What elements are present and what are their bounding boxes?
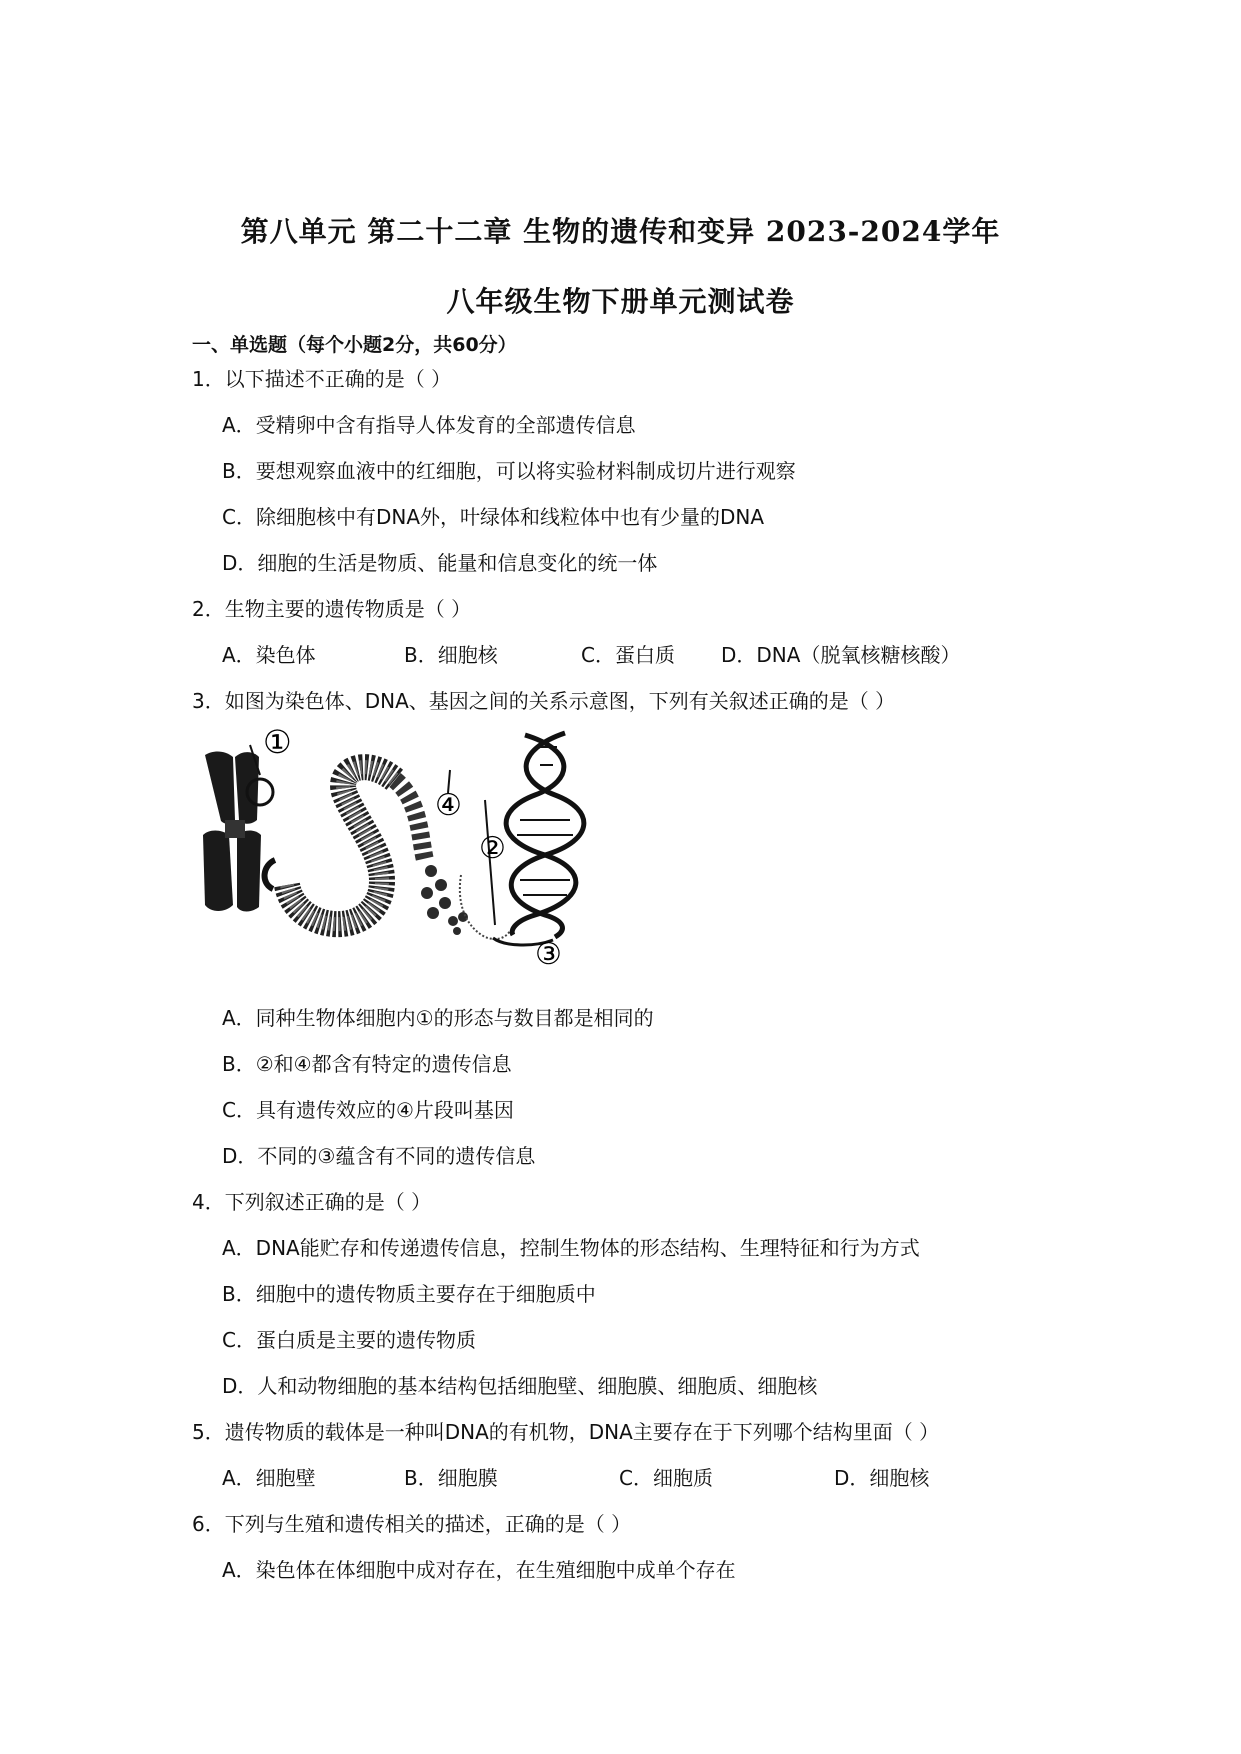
question-1-option-b: B．要想观察血液中的红细胞，可以将实验材料制成切片进行观察	[222, 459, 796, 483]
question-1-option-d: D．细胞的生活是物质、能量和信息变化的统一体	[222, 551, 658, 575]
figure-label-4: ④	[435, 788, 462, 823]
question-3-option-a: A．同种生物体细胞内①的形态与数目都是相同的	[222, 1006, 654, 1030]
question-4-option-c: C．蛋白质是主要的遗传物质	[222, 1328, 476, 1352]
title-line-2: 八年级生物下册单元测试卷	[446, 285, 795, 318]
title-line-1: 第八单元 第二十二章 生物的遗传和变异 2023-2024学年	[240, 215, 1001, 248]
question-2-option-b: B．细胞核	[404, 643, 498, 667]
section-heading: 一、单选题（每个小题2分，共60分）	[192, 334, 517, 356]
question-5-option-d: D．细胞核	[834, 1466, 930, 1490]
figure-label-3: ③	[535, 937, 562, 965]
question-3-stem: 3．如图为染色体、DNA、基因之间的关系示意图，下列有关叙述正确的是（ ）	[192, 689, 896, 713]
coiled-fiber	[287, 767, 425, 924]
question-4-option-d: D．人和动物细胞的基本结构包括细胞壁、细胞膜、细胞质、细胞核	[222, 1374, 818, 1398]
question-3-option-d: D．不同的③蕴含有不同的遗传信息	[222, 1144, 536, 1168]
question-2-stem: 2．生物主要的遗传物质是（ ）	[192, 597, 472, 621]
question-3-option-c: C．具有遗传效应的④片段叫基因	[222, 1098, 514, 1122]
question-2-option-d: D．DNA（脱氧核糖核酸）	[721, 643, 961, 667]
question-4-option-a: A．DNA能贮存和传递遗传信息，控制生物体的形态结构、生理特征和行为方式	[222, 1236, 920, 1260]
chromosome-shape	[203, 751, 261, 911]
question-5-stem: 5．遗传物质的载体是一种叫DNA的有机物，DNA主要存在于下列哪个结构里面（ ）	[192, 1420, 940, 1444]
question-3-option-b: B．②和④都含有特定的遗传信息	[222, 1052, 512, 1076]
question-6-option-a: A．染色体在体细胞中成对存在，在生殖细胞中成单个存在	[222, 1558, 736, 1582]
chromosome-dna-gene-diagram	[195, 725, 645, 965]
question-4-option-b: B．细胞中的遗传物质主要存在于细胞质中	[222, 1282, 596, 1306]
question-5-option-b: B．细胞膜	[404, 1466, 498, 1490]
figure-label-2: ②	[479, 831, 506, 866]
question-2-option-a: A．染色体	[222, 643, 316, 667]
question-2-option-c: C．蛋白质	[581, 643, 675, 667]
question-1-option-c: C．除细胞核中有DNA外，叶绿体和线粒体中也有少量的DNA	[222, 505, 765, 529]
question-4-stem: 4．下列叙述正确的是（ ）	[192, 1190, 432, 1214]
question-1-option-a: A．受精卵中含有指导人体发育的全部遗传信息	[222, 413, 636, 437]
question-5-option-a: A．细胞壁	[222, 1466, 316, 1490]
question-1-stem: 1．以下描述不正确的是（ ）	[192, 367, 452, 391]
question-5-option-c: C．细胞质	[619, 1466, 713, 1490]
question-6-stem: 6．下列与生殖和遗传相关的描述，正确的是（ ）	[192, 1512, 632, 1536]
figure-label-1: ①	[263, 725, 292, 761]
